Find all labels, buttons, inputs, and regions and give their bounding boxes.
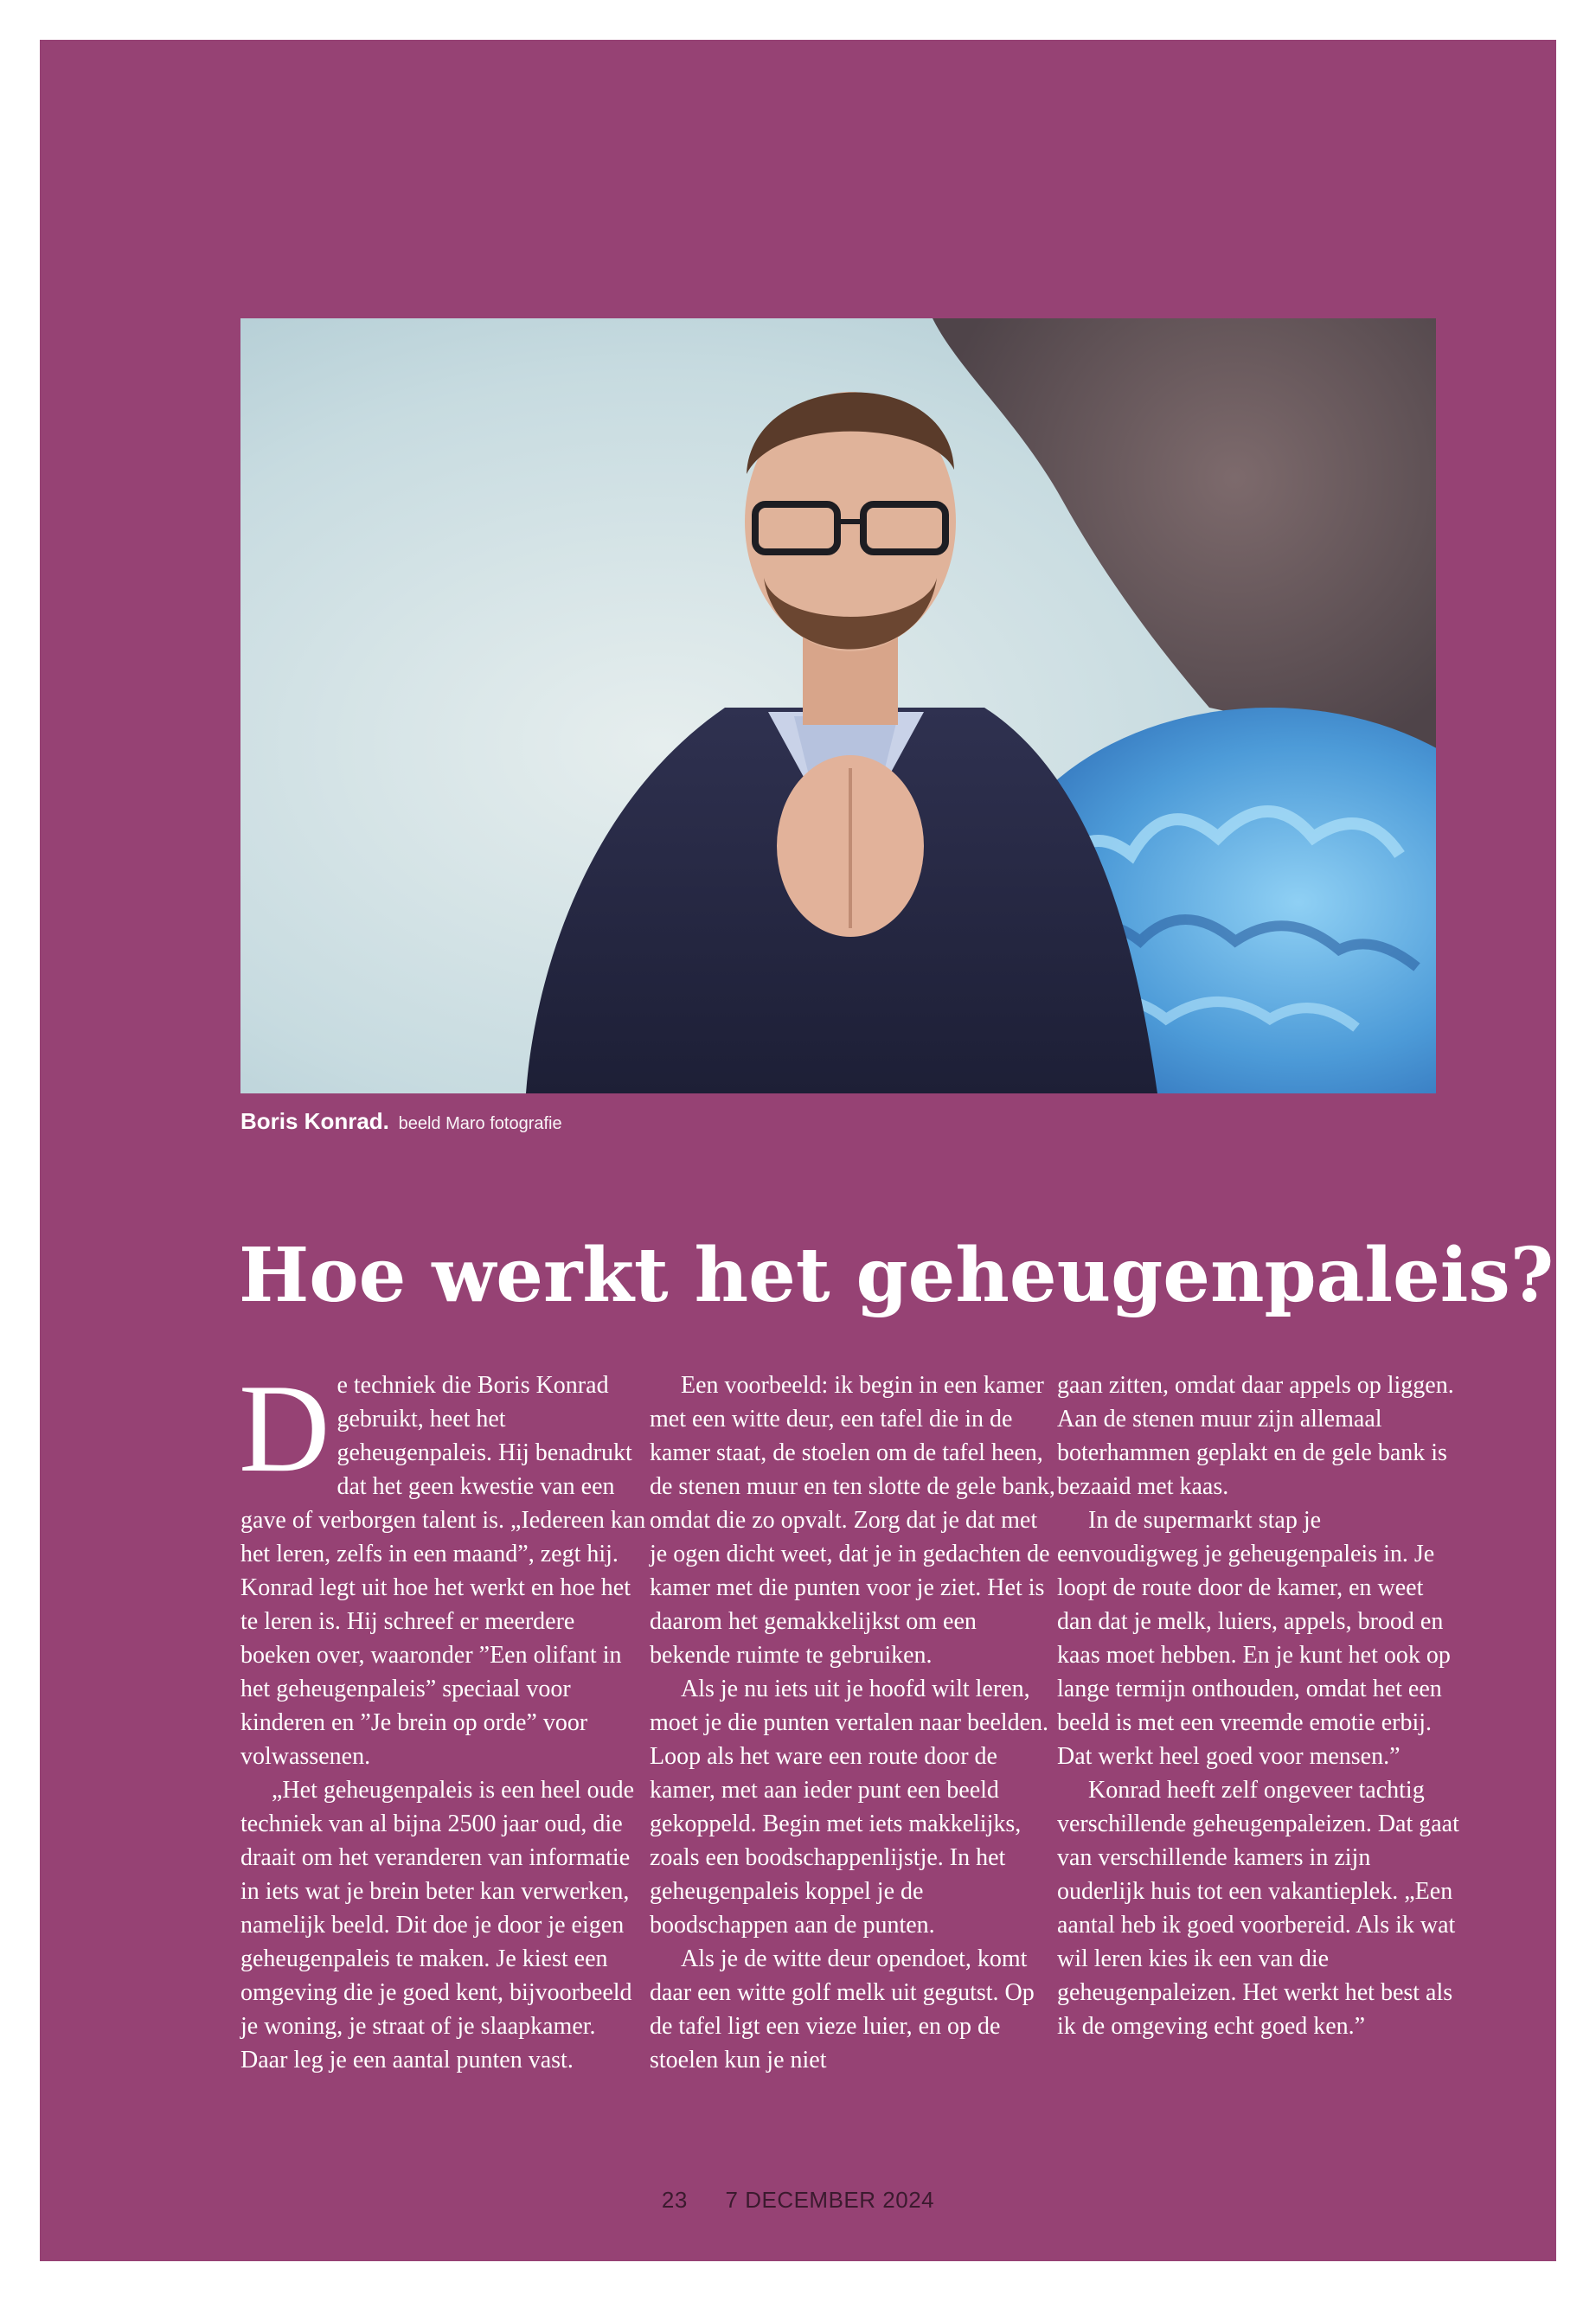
issue-date: 7 DECEMBER 2024 [725, 2187, 935, 2213]
paragraph: Als je nu iets uit je hoofd wilt leren, moet je die punten vertalen naar beelden. Loop als het ware een route door de kamer, met aan ieder punt een beeld gekoppeld. Begin met iets makkelijks, zoals een boodschappenlijstje. In het geheugenpaleis koppel je de boodschappen aan de punten. [650, 1676, 1049, 1939]
photo-caption [240, 1104, 562, 1141]
caption-credit: beeld Maro fotografie [398, 1114, 562, 1133]
drop-cap: D [239, 1358, 330, 1498]
paragraph: gaan zitten, omdat daar appels op liggen. Aan de stenen muur zijn allemaal boterhammen geplakt en de gele bank is bezaaid met kaas. [1057, 1372, 1454, 1500]
page-number: 23 [661, 2187, 688, 2213]
paragraph: In de supermarkt stap je eenvoudigweg je geheugenpaleis in. Je loopt de route door de kamer, en weet dan dat je melk, luiers, appels, brood en kaas moet hebben. En je kunt het ook op lange termijn onthouden, omdat het een beeld is met een vreemde emotie erbij. Dat werkt heel goed voor mensen.” [1057, 1507, 1451, 1770]
article-column-3 [1057, 1368, 1464, 2043]
article-headline: Hoe werkt het geheugenpaleis? [239, 1232, 1554, 1319]
caption-name: Boris Konrad. [240, 1108, 389, 1134]
article-column-1 [239, 1358, 647, 2077]
paragraph: Konrad heeft zelf ongeveer tachtig verschillende geheugenpaleizen. Dat gaat van verschillende kamers in zijn ouderlijk huis tot een vakantieplek. „Een aantal heb ik goed voorbereid. Als ik wat wil leren kies ik een van die geheugenpaleizen. Het werkt het best als ik de omgeving echt goed ken.” [1057, 1777, 1459, 2040]
paragraph: „Het geheugenpaleis is een heel oude techniek van al bijna 2500 jaar oud, die draait om het veranderen van informatie in iets wat je brein beter kan verwerken, namelijk beeld. Dit doe je door je eigen geheugenpaleis te maken. Je kiest een omgeving die je goed kent, bijvoorbeeld je woning, je straat of je slaapkamer. Daar leg je een aantal punten vast. [240, 1777, 635, 2073]
article-column-2 [650, 1368, 1056, 2077]
paragraph [239, 1358, 647, 1773]
paragraph-text: e techniek die Boris Konrad gebruikt, heet het geheugenpaleis. Hij benadrukt dat het geen kwestie van een gave of verborgen talent is. „Iedereen kan het leren, zelfs in een maand”, zegt hij. Konrad legt uit hoe het werkt en hoe het te leren is. Hij schreef er meerdere boeken over, waaronder ”Een olifant in het geheugenpaleis” speciaal voor kinderen en ”Je brein op orde” voor volwassenen. [240, 1372, 646, 1770]
portrait-photo [240, 318, 1436, 1093]
paragraph: Als je de witte deur opendoet, komt daar een witte golf melk uit gegutst. Op de tafel ligt een vieze luier, en op de stoelen kun je niet [650, 1945, 1035, 2073]
article-panel [40, 40, 1556, 2261]
paragraph: Een voorbeeld: ik begin in een kamer met een witte deur, een tafel die in de kamer staat, de stoelen om de tafel heen, de stenen muur en ten slotte de gele bank, omdat die zo opvalt. Zorg dat je dat met je ogen dicht weet, dat je in gedachten de kamer met die punten voor je ziet. Het is daarom het gemakkelijkst om een bekende ruimte te gebruiken. [650, 1372, 1055, 1669]
page-footer [40, 2187, 1556, 2214]
